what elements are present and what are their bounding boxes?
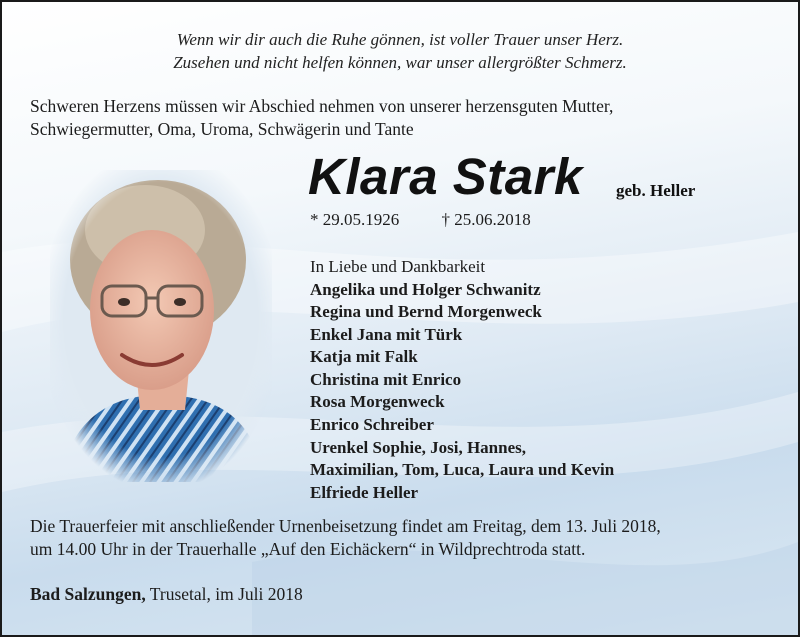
mourner-entry: Angelika und Holger Schwanitz: [310, 279, 541, 299]
intro-line-2: Schwiegermutter, Oma, Uroma, Schwägerin und Tante: [30, 119, 414, 139]
mourners-lead: In Liebe und Dankbarkeit: [310, 257, 486, 276]
birth-name: geb. Heller: [616, 181, 696, 200]
place-city: Bad Salzungen,: [30, 584, 146, 604]
mourners-list: [310, 256, 770, 504]
funeral-details: [30, 515, 790, 561]
mourner-entry: Regina und Bernd Morgenweck: [310, 302, 542, 322]
intro-text: [30, 95, 750, 141]
death-date: † 25.06.2018: [441, 210, 531, 229]
life-dates: [310, 208, 531, 231]
mourner-entry: Rosa Morgenweck: [310, 392, 445, 412]
funeral-line-2: um 14.00 Uhr in der Trauerhalle „Auf den Eichäckern“ in Wildprechtroda statt.: [30, 539, 586, 559]
mourner-entry: Enkel Jana mit Türk: [310, 324, 463, 344]
intro-line-1: Schweren Herzens müssen wir Abschied nehmen von unserer herzensguten Mutter,: [30, 96, 614, 116]
motto-line-1: Wenn wir dir auch die Ruhe gönnen, ist voller Trauer unser Herz.: [176, 30, 624, 49]
mourner-entry: Christina mit Enrico: [310, 369, 462, 389]
place-rest: Trusetal, im Juli 2018: [145, 584, 303, 604]
motto-verse: [2, 28, 798, 74]
mourner-entry: Elfriede Heller: [310, 482, 419, 502]
motto-line-2: Zusehen und nicht helfen können, war unser allergrößter Schmerz.: [173, 53, 627, 72]
mourner-entry: Enrico Schreiber: [310, 415, 434, 435]
portrait-photo: [50, 170, 272, 482]
mourner-entry: Urenkel Sophie, Josi, Hannes,: [310, 437, 527, 457]
place-and-date: [30, 583, 303, 606]
funeral-line-1: Die Trauerfeier mit anschließender Urnenbeisetzung findet am Freitag, dem 13. Juli 2018,: [30, 516, 661, 536]
birth-date: * 29.05.1926: [310, 210, 400, 229]
deceased-name: Klara Stark: [308, 148, 583, 205]
mourner-entry: Katja mit Falk: [310, 347, 418, 367]
mourner-entry: Maximilian, Tom, Luca, Laura und Kevin: [310, 460, 615, 480]
